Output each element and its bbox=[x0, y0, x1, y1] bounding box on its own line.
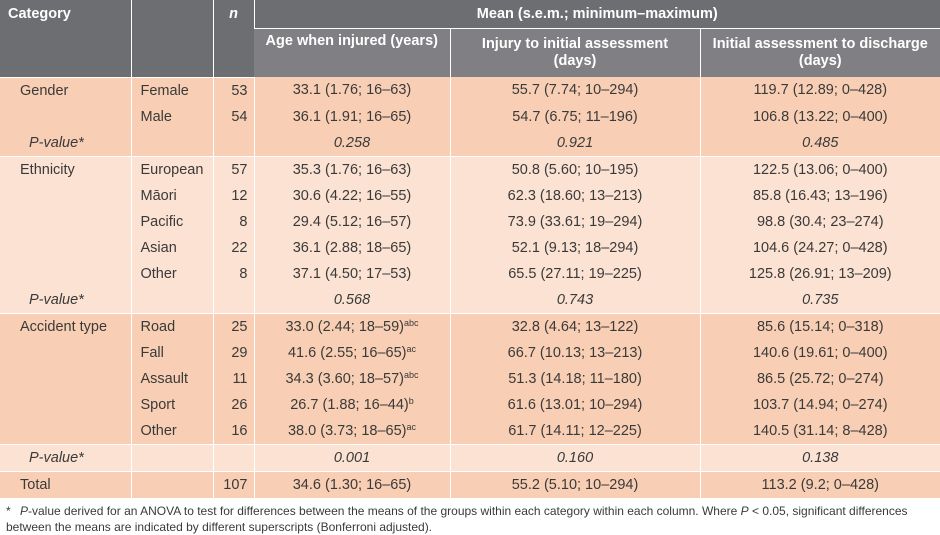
age-superscript: ac bbox=[407, 422, 417, 432]
row-category bbox=[0, 104, 131, 130]
header-discharge-line1: Initial assessment to discharge bbox=[701, 36, 940, 53]
row-discharge: 104.6 (24.27; 0–428) bbox=[700, 235, 940, 261]
row-age bbox=[254, 130, 450, 157]
age-value: 34.3 (3.60; 18–57) bbox=[285, 371, 404, 387]
row-category bbox=[0, 235, 131, 261]
age-value: 36.1 (1.91; 16–65) bbox=[293, 109, 412, 125]
row-category bbox=[0, 392, 131, 418]
row-discharge: 85.6 (15.14; 0–318) bbox=[700, 313, 940, 340]
row-n: 16 bbox=[213, 418, 254, 445]
row-age bbox=[254, 471, 450, 498]
row-injury: 50.8 (5.60; 10–195) bbox=[450, 156, 700, 183]
row-category bbox=[0, 209, 131, 235]
row-category: Ethnicity bbox=[0, 156, 131, 183]
age-value: 35.3 (1.76; 16–63) bbox=[293, 162, 412, 178]
row-subcategory: Male bbox=[131, 104, 213, 130]
header-discharge bbox=[700, 29, 940, 78]
row-n bbox=[213, 130, 254, 157]
row-n: 26 bbox=[213, 392, 254, 418]
table-footnote bbox=[0, 498, 940, 535]
row-injury: 52.1 (9.13; 18–294) bbox=[450, 235, 700, 261]
row-age bbox=[254, 366, 450, 392]
row-subcategory: Māori bbox=[131, 183, 213, 209]
row-subcategory bbox=[131, 444, 213, 471]
header-injury bbox=[450, 29, 700, 78]
row-discharge: 140.5 (31.14; 8–428) bbox=[700, 418, 940, 445]
age-superscript: ac bbox=[407, 344, 417, 354]
row-subcategory: Asian bbox=[131, 235, 213, 261]
table-row bbox=[0, 104, 940, 130]
row-injury: 0.160 bbox=[450, 444, 700, 471]
table-row bbox=[0, 209, 940, 235]
row-n bbox=[213, 444, 254, 471]
row-discharge: 0.138 bbox=[700, 444, 940, 471]
header-n: n bbox=[213, 0, 254, 77]
row-pvalue-label: P-value* bbox=[0, 287, 131, 314]
row-injury: 55.2 (5.10; 10–294) bbox=[450, 471, 700, 498]
row-subcategory bbox=[131, 130, 213, 157]
age-value: 33.0 (2.44; 18–59) bbox=[285, 319, 404, 335]
row-age bbox=[254, 104, 450, 130]
row-injury: 32.8 (4.64; 13–122) bbox=[450, 313, 700, 340]
age-value: 29.4 (5.12; 16–57) bbox=[293, 214, 412, 230]
row-injury: 54.7 (6.75; 11–196) bbox=[450, 104, 700, 130]
row-category: Gender bbox=[0, 77, 131, 104]
footnote-marker: * bbox=[6, 503, 20, 519]
row-discharge: 103.7 (14.94; 0–274) bbox=[700, 392, 940, 418]
row-age bbox=[254, 444, 450, 471]
row-injury: 55.7 (7.74; 10–294) bbox=[450, 77, 700, 104]
row-pvalue-label: P-value* bbox=[0, 444, 131, 471]
row-n: 11 bbox=[213, 366, 254, 392]
age-superscript: abc bbox=[404, 370, 419, 380]
table-row bbox=[0, 235, 940, 261]
row-subcategory: Road bbox=[131, 313, 213, 340]
row-n bbox=[213, 287, 254, 314]
age-superscript: abc bbox=[404, 318, 419, 328]
row-subcategory: Assault bbox=[131, 366, 213, 392]
table-row bbox=[0, 418, 940, 445]
row-age bbox=[254, 261, 450, 287]
row-category bbox=[0, 340, 131, 366]
age-value: 0.001 bbox=[334, 450, 370, 466]
age-value: 0.258 bbox=[334, 135, 370, 151]
row-discharge: 106.8 (13.22; 0–400) bbox=[700, 104, 940, 130]
row-n: 53 bbox=[213, 77, 254, 104]
table-row bbox=[0, 313, 940, 340]
row-n: 29 bbox=[213, 340, 254, 366]
row-age bbox=[254, 77, 450, 104]
table-row bbox=[0, 156, 940, 183]
row-age bbox=[254, 313, 450, 340]
age-value: 33.1 (1.76; 16–63) bbox=[293, 82, 412, 98]
age-value: 30.6 (4.22; 16–55) bbox=[293, 188, 412, 204]
age-value: 0.568 bbox=[334, 292, 370, 308]
row-category: Accident type bbox=[0, 313, 131, 340]
row-injury: 61.6 (13.01; 10–294) bbox=[450, 392, 700, 418]
row-injury: 73.9 (33.61; 19–294) bbox=[450, 209, 700, 235]
footnote-text-1: -value derived for an ANOVA to test for differences between the means of the groups within each category within each column. Where bbox=[28, 504, 741, 518]
header-injury-line1: Injury to initial assessment bbox=[451, 36, 700, 53]
age-value: 37.1 (4.50; 17–53) bbox=[293, 266, 412, 282]
row-subcategory bbox=[131, 287, 213, 314]
row-subcategory: Other bbox=[131, 261, 213, 287]
row-discharge: 86.5 (25.72; 0–274) bbox=[700, 366, 940, 392]
row-subcategory: Female bbox=[131, 77, 213, 104]
age-value: 41.6 (2.55; 16–65) bbox=[288, 345, 407, 361]
row-n: 8 bbox=[213, 209, 254, 235]
footnote-p-symbol: P bbox=[741, 504, 749, 518]
header-discharge-line2: (days) bbox=[701, 53, 940, 70]
row-age bbox=[254, 183, 450, 209]
row-discharge: 122.5 (13.06; 0–400) bbox=[700, 156, 940, 183]
row-age bbox=[254, 209, 450, 235]
row-n: 54 bbox=[213, 104, 254, 130]
row-category bbox=[0, 418, 131, 445]
row-discharge: 85.8 (16.43; 13–196) bbox=[700, 183, 940, 209]
row-discharge: 119.7 (12.89; 0–428) bbox=[700, 77, 940, 104]
age-value: 26.7 (1.88; 16–44) bbox=[290, 397, 409, 413]
age-value: 38.0 (3.73; 18–65) bbox=[288, 423, 407, 439]
row-subcategory: Pacific bbox=[131, 209, 213, 235]
row-age bbox=[254, 340, 450, 366]
table-row bbox=[0, 366, 940, 392]
row-age bbox=[254, 418, 450, 445]
row-injury: 51.3 (14.18; 11–180) bbox=[450, 366, 700, 392]
footnote-text-2: < 0.05, significant differences between the means are indicated by different superscripts (Bonferroni adjusted). bbox=[6, 504, 908, 534]
row-discharge: 125.8 (26.91; 13–209) bbox=[700, 261, 940, 287]
row-discharge: 0.485 bbox=[700, 130, 940, 157]
row-age bbox=[254, 235, 450, 261]
row-discharge: 0.735 bbox=[700, 287, 940, 314]
header-subcategory bbox=[131, 0, 213, 77]
age-value: 34.6 (1.30; 16–65) bbox=[293, 477, 412, 493]
row-n: 12 bbox=[213, 183, 254, 209]
row-category bbox=[0, 183, 131, 209]
row-subcategory: Fall bbox=[131, 340, 213, 366]
row-injury: 0.921 bbox=[450, 130, 700, 157]
row-subcategory bbox=[131, 471, 213, 498]
row-n: 22 bbox=[213, 235, 254, 261]
row-n: 57 bbox=[213, 156, 254, 183]
row-injury: 61.7 (14.11; 12–225) bbox=[450, 418, 700, 445]
header-mean: Mean (s.e.m.; minimum–maximum) bbox=[254, 0, 940, 29]
row-subcategory: Other bbox=[131, 418, 213, 445]
table-row bbox=[0, 130, 940, 157]
row-age bbox=[254, 392, 450, 418]
footnote-p-label: P bbox=[20, 504, 28, 518]
row-pvalue-label: P-value* bbox=[0, 130, 131, 157]
table-row-total bbox=[0, 471, 940, 498]
table-row bbox=[0, 287, 940, 314]
table-row bbox=[0, 261, 940, 287]
row-category bbox=[0, 366, 131, 392]
table-row bbox=[0, 340, 940, 366]
row-injury: 62.3 (18.60; 13–213) bbox=[450, 183, 700, 209]
row-age bbox=[254, 156, 450, 183]
header-age: Age when injured (years) bbox=[254, 29, 450, 78]
table-row bbox=[0, 392, 940, 418]
age-superscript: b bbox=[409, 396, 414, 406]
row-category: Total bbox=[0, 471, 131, 498]
table-row bbox=[0, 444, 940, 471]
row-subcategory: Sport bbox=[131, 392, 213, 418]
row-injury: 0.743 bbox=[450, 287, 700, 314]
row-discharge: 98.8 (30.4; 23–274) bbox=[700, 209, 940, 235]
row-n: 8 bbox=[213, 261, 254, 287]
age-value: 36.1 (2.88; 18–65) bbox=[293, 240, 412, 256]
row-n: 25 bbox=[213, 313, 254, 340]
header-category: Category bbox=[0, 0, 131, 77]
row-n: 107 bbox=[213, 471, 254, 498]
row-category bbox=[0, 261, 131, 287]
row-subcategory: European bbox=[131, 156, 213, 183]
table-body bbox=[0, 77, 940, 498]
header-injury-line2: (days) bbox=[451, 53, 700, 70]
row-discharge: 140.6 (19.61; 0–400) bbox=[700, 340, 940, 366]
row-discharge: 113.2 (9.2; 0–428) bbox=[700, 471, 940, 498]
table-row bbox=[0, 77, 940, 104]
row-injury: 65.5 (27.11; 19–225) bbox=[450, 261, 700, 287]
row-injury: 66.7 (10.13; 13–213) bbox=[450, 340, 700, 366]
row-age bbox=[254, 287, 450, 314]
table-row bbox=[0, 183, 940, 209]
